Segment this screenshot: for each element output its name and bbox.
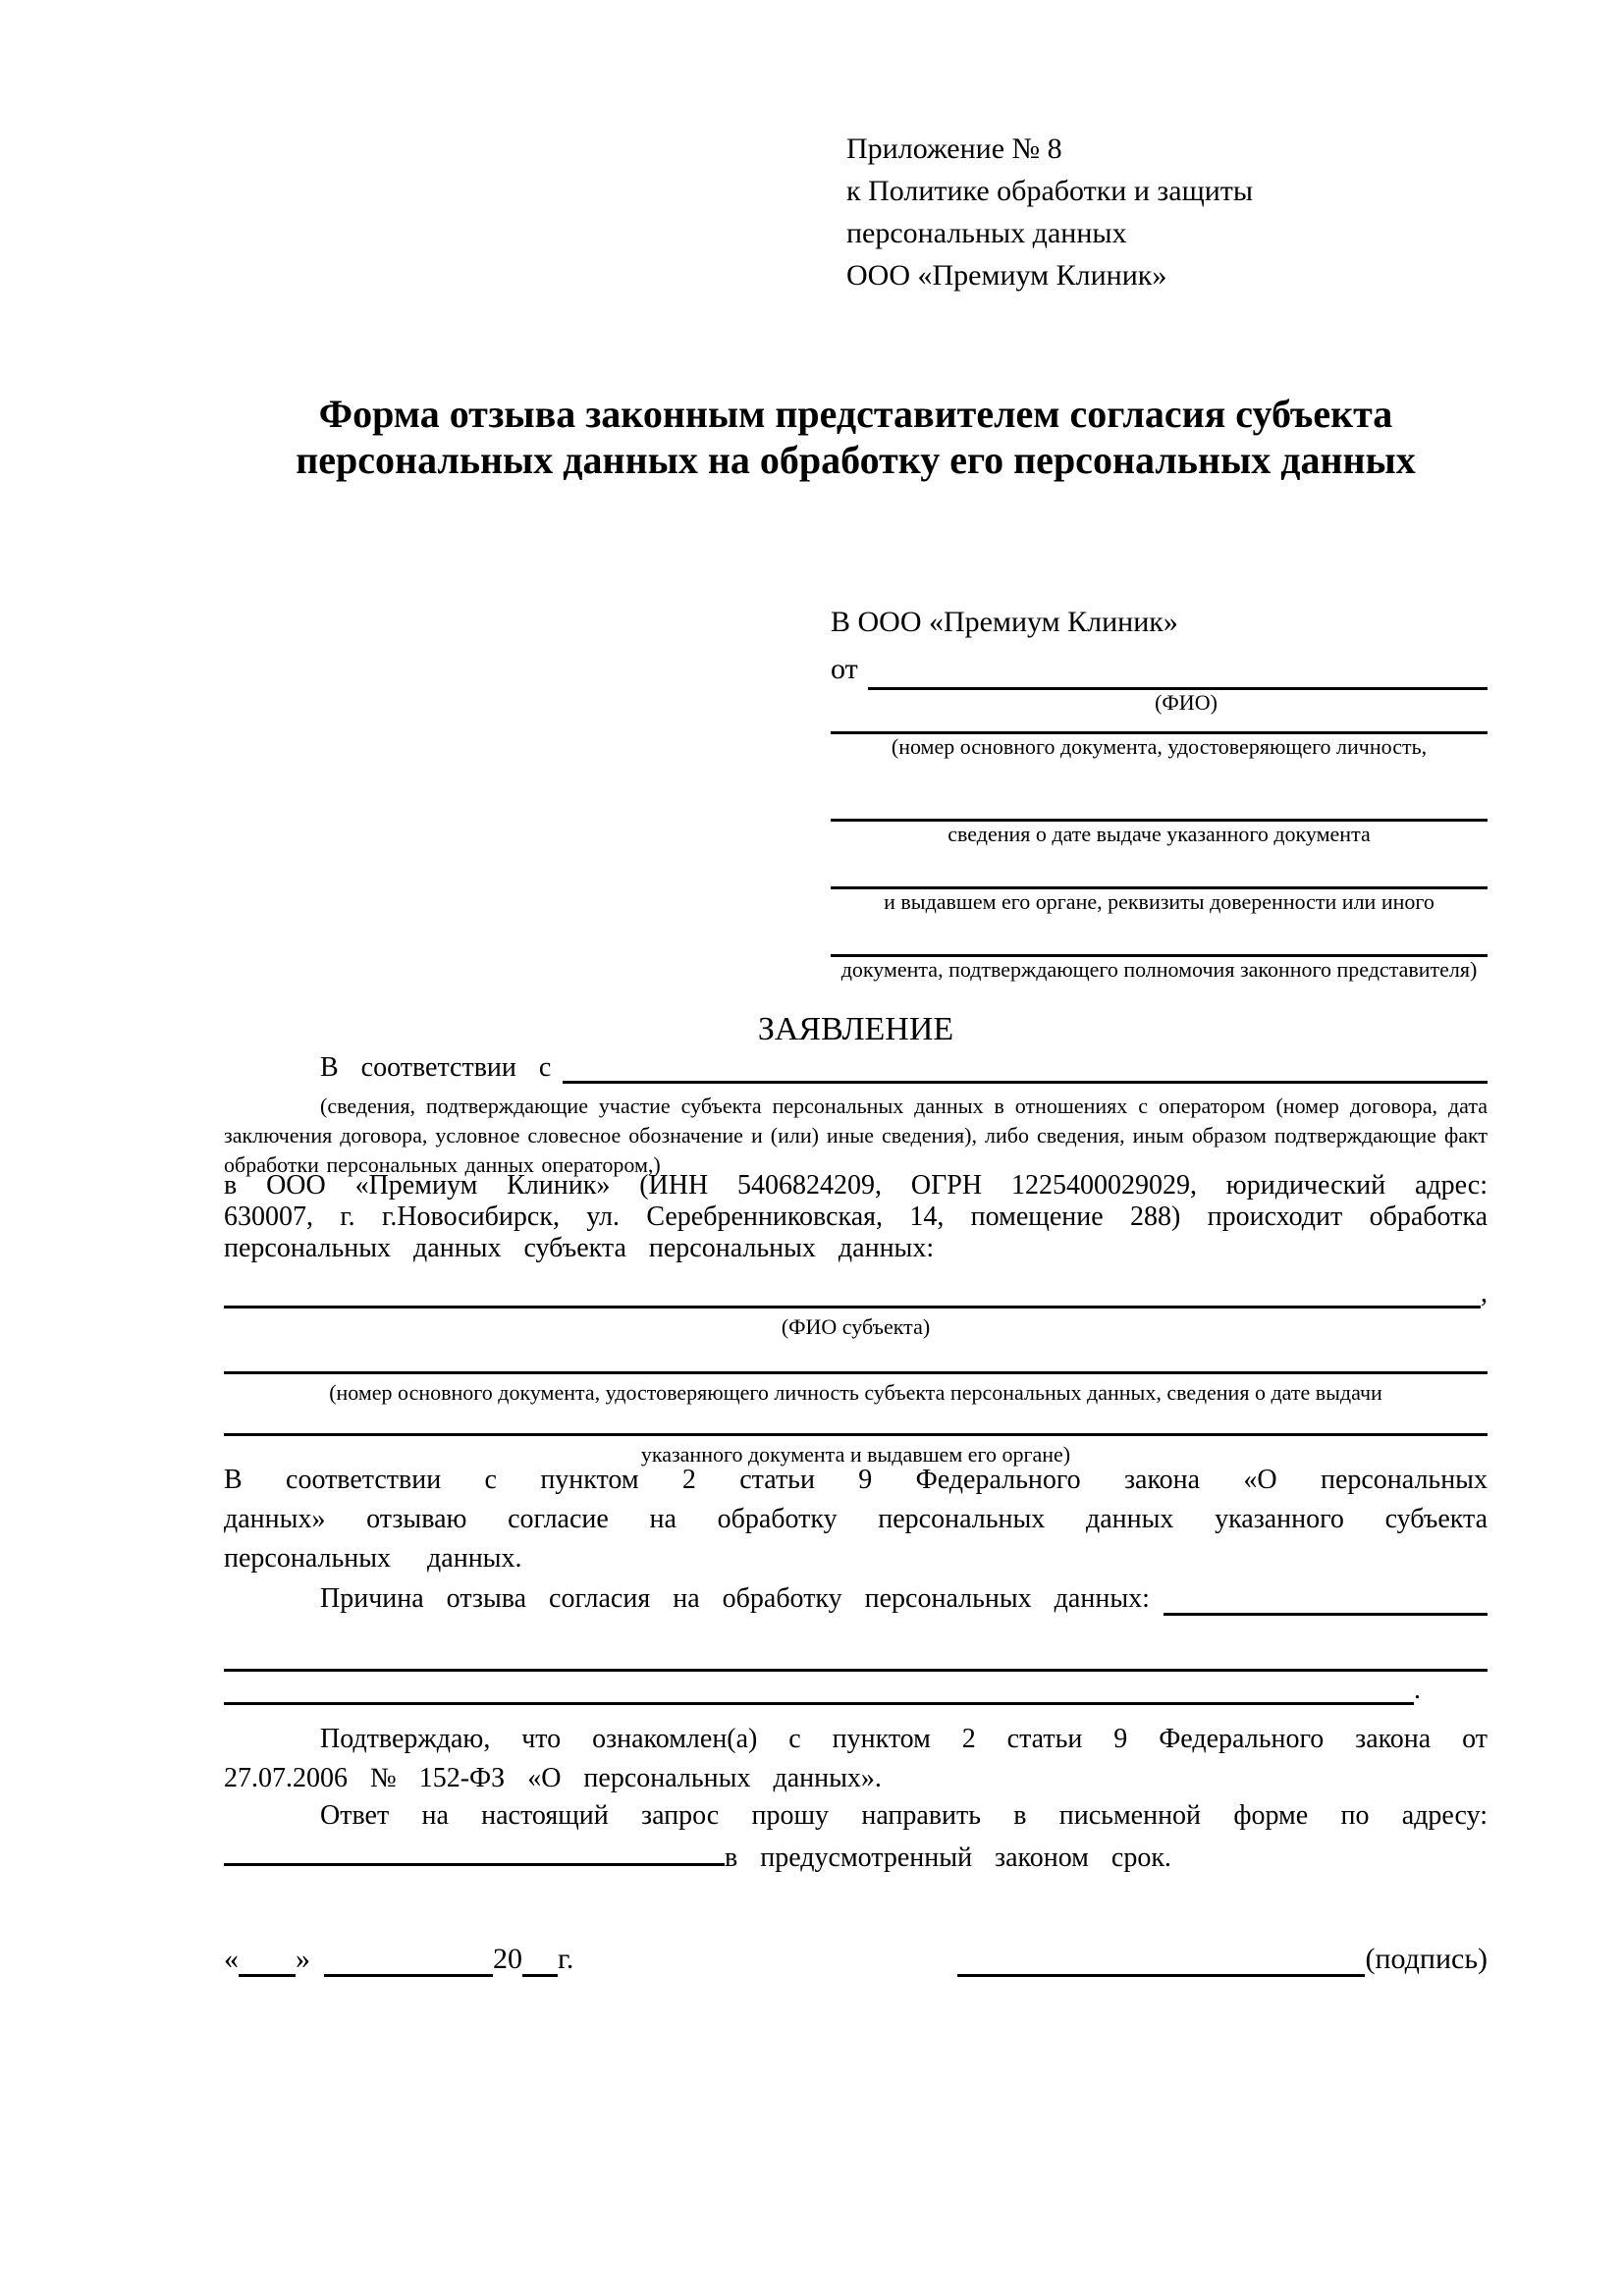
fio-caption: (ФИО)	[1155, 690, 1218, 715]
date-year-suffix: г.	[558, 1943, 574, 1975]
fio-line-suffix: ,	[1481, 1278, 1488, 1308]
reply-paragraph	[224, 1796, 1488, 1878]
reason-prefix: Причина отзыва согласия на обработку персональных данных:	[320, 1583, 1150, 1614]
date-month-input-line[interactable]	[324, 1944, 493, 1978]
reply-prefix: Ответ на настоящий запрос прошу направить в письменной форме по адресу:	[320, 1800, 1488, 1831]
date-quote-open: «	[224, 1943, 239, 1975]
subject-fio-row	[224, 1278, 1488, 1308]
signature-input-line[interactable]	[957, 1944, 1365, 1978]
appendix-note-line: к Политике обработки и защиты	[846, 175, 1254, 207]
operator-paragraph: в ООО «Премиум Клиник» (ИНН 5406824209, ОГРН 1225400029029, юридический адрес: 630007, г. г.Новосибирск, ул. Серебренниковская, 14, помещение 288) происходит обработка персональных данных субъекта персональных данных:	[224, 1170, 1488, 1263]
accordance-input-line[interactable]	[563, 1053, 1488, 1084]
date-group	[224, 1942, 573, 1977]
document-title-line: Форма отзыва законным представителем согласия субъекта	[318, 392, 1393, 436]
representative-doc-input-line[interactable]	[831, 815, 1488, 822]
blank-line-suffix: .	[1414, 1675, 1421, 1705]
subject-doc-row	[224, 1409, 1488, 1436]
representative-doc-input-line[interactable]	[831, 950, 1488, 957]
reason-row	[224, 1582, 1488, 1616]
from-row	[831, 648, 1488, 690]
doc-field-caption: документа, подтверждающего полномочия законного представителя)	[840, 957, 1478, 982]
representative-doc-input-line[interactable]	[831, 882, 1488, 889]
reply-address-input-line[interactable]	[224, 1836, 725, 1866]
doc-field-caption: сведения о дате выдаче указанного документа	[947, 822, 1371, 846]
appendix-note	[846, 128, 1253, 296]
appendix-note-line: Приложение № 8	[846, 133, 1062, 165]
withdraw-paragraph: В соответствии с пунктом 2 статьи 9 Федерального закона «О персональных данных» отзываю согласие на обработку персональных данных указанного субъекта персональных данных.	[224, 1465, 1488, 1574]
document-title-line: персональных данных на обработку его персональных данных	[296, 438, 1416, 482]
date-day-input-line[interactable]	[239, 1944, 296, 1978]
addressee-to: В ООО «Премиум Клиник»	[831, 606, 1178, 638]
date-quote-close: »	[296, 1943, 310, 1975]
signature-group	[957, 1942, 1488, 1977]
subject-doc-caption: (номер основного документа, удостоверяющего личность субъекта персональных данных, сведения о дате выдачи	[329, 1380, 1382, 1405]
doc-field-caption: (номер основного документа, удостоверяющего личность,	[891, 734, 1428, 759]
reason-blank-input-line[interactable]	[224, 1663, 1414, 1705]
statement-heading: ЗАЯВЛЕНИЕ	[757, 1011, 954, 1047]
subject-fio-caption: (ФИО субъекта)	[781, 1314, 931, 1339]
from-label: от	[831, 653, 858, 685]
footer-row	[224, 1942, 1488, 1977]
reason-blank-row	[224, 1666, 1488, 1705]
confirm-paragraph: Подтверждаю, что ознакомлен(а) с пунктом 2 статьи 9 Федерального закона от 27.07.2006 № 152-ФЗ «О персональных данных».	[224, 1724, 1488, 1793]
accordance-note-caption: (сведения, подтверждающие участие субъекта персональных данных в отношениях с оператором (номер договора, дата заключения договора, условное словесное обозначение и (или) иные сведения), либо сведения, иным образом подтверждающие факт обработки персональных данных оператором,)	[224, 1094, 1488, 1177]
subject-doc-row	[224, 1347, 1488, 1374]
doc-field-caption: и выдавшем его органе, реквизиты доверенности или иного	[884, 889, 1435, 914]
reply-suffix: в предусмотренный законом срок.	[725, 1842, 1171, 1873]
appendix-note-line: ООО «Премиум Клиник»	[846, 259, 1167, 292]
subject-doc-input-line[interactable]	[224, 1417, 1488, 1436]
date-year-input-line[interactable]	[522, 1944, 558, 1978]
subject-doc-caption: указанного документа и выдавшем его органе)	[640, 1442, 1071, 1467]
document-title	[224, 391, 1488, 483]
subject-fio-input-line[interactable]	[224, 1290, 1481, 1308]
accordance-row	[224, 1052, 1488, 1084]
date-year-prefix: 20	[493, 1943, 522, 1975]
reason-input-line[interactable]	[1164, 1585, 1488, 1616]
appendix-note-line: персональных данных	[846, 217, 1127, 249]
accordance-prefix: В соответствии с	[320, 1052, 552, 1083]
representative-fio-input-line[interactable]	[868, 658, 1488, 690]
addressee-block	[831, 601, 1488, 983]
subject-doc-input-line[interactable]	[224, 1356, 1488, 1374]
signature-caption: (подпись)	[1365, 1943, 1488, 1975]
representative-doc-input-line[interactable]	[831, 727, 1488, 734]
